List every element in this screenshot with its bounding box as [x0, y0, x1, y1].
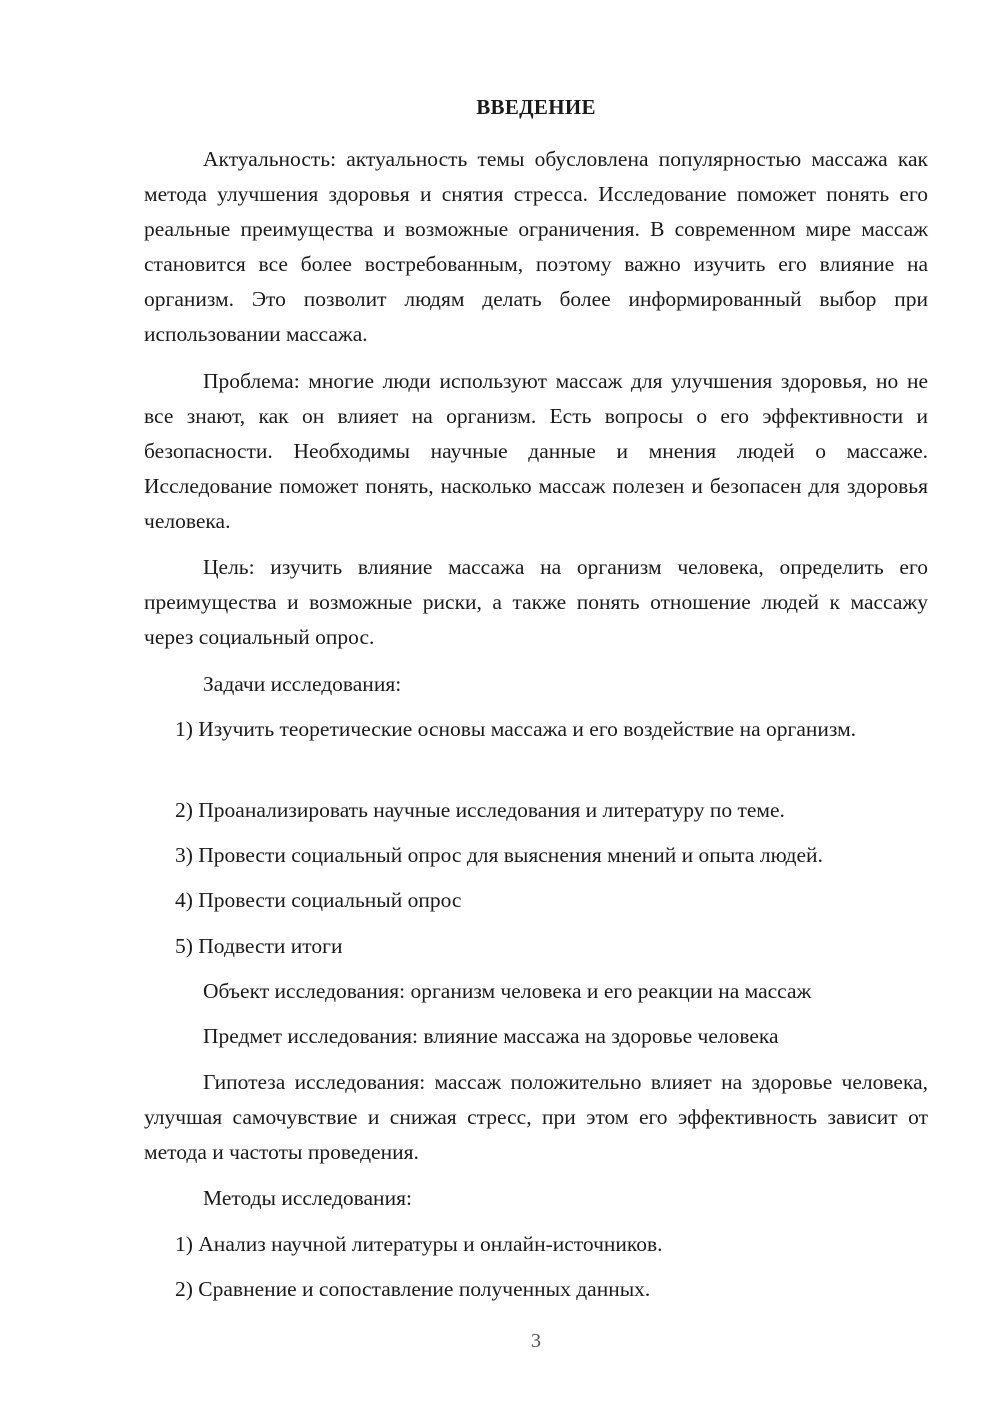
section-title: ВВЕДЕНИЕ [476, 95, 596, 119]
hypothesis-paragraph: Гипотеза исследования: массаж положительно влияет на здоровье человека, улучшая самочувствие и снижая стресс, при этом его эффективность зависит от метода и частоты проведения. [144, 1070, 928, 1164]
task-item: 1) Изучить теоретические основы массажа и его воздействие на организм. [175, 717, 857, 741]
task-item: 2) Проанализировать научные исследования и литературу по теме. [175, 798, 785, 822]
relevance-paragraph: Актуальность: актуальность темы обусловлена популярностью массажа как метода улучшения здоровья и снятия стресса. Исследование поможет понять его реальные преимущества и возможные ограничения. В современном мире массаж становится все более востребованным, поэтому важно изучить его влияние на организм. Это позволит людям делать более информированный выбор при использовании массажа. [144, 147, 928, 346]
task-item: 5) Подвести итоги [175, 934, 343, 958]
problem-paragraph: Проблема: многие люди используют массаж для улучшения здоровья, но не все знают, как он влияет на организм. Есть вопросы о его эффективности и безопасности. Необходимы научные данные и мнения людей о массаже. Исследование поможет понять, насколько массаж полезен и безопасен для здоровья человека. [144, 369, 928, 533]
tasks-heading: Задачи исследования: [203, 672, 402, 696]
method-item: 1) Анализ научной литературы и онлайн-источников. [175, 1232, 663, 1256]
methods-heading: Методы исследования: [203, 1186, 412, 1210]
task-item: 3) Провести социальный опрос для выяснения мнений и опыта людей. [175, 843, 823, 867]
task-item: 4) Провести социальный опрос [175, 888, 462, 912]
goal-paragraph: Цель: изучить влияние массажа на организм человека, определить его преимущества и возможные риски, а также понять отношение людей к массажу через социальный опрос. [144, 555, 928, 649]
research-object: Объект исследования: организм человека и его реакции на массаж [203, 979, 812, 1003]
page-number: 3 [531, 1330, 541, 1352]
research-subject: Предмет исследования: влияние массажа на здоровье человека [203, 1024, 779, 1048]
method-item: 2) Сравнение и сопоставление полученных данных. [175, 1277, 651, 1301]
